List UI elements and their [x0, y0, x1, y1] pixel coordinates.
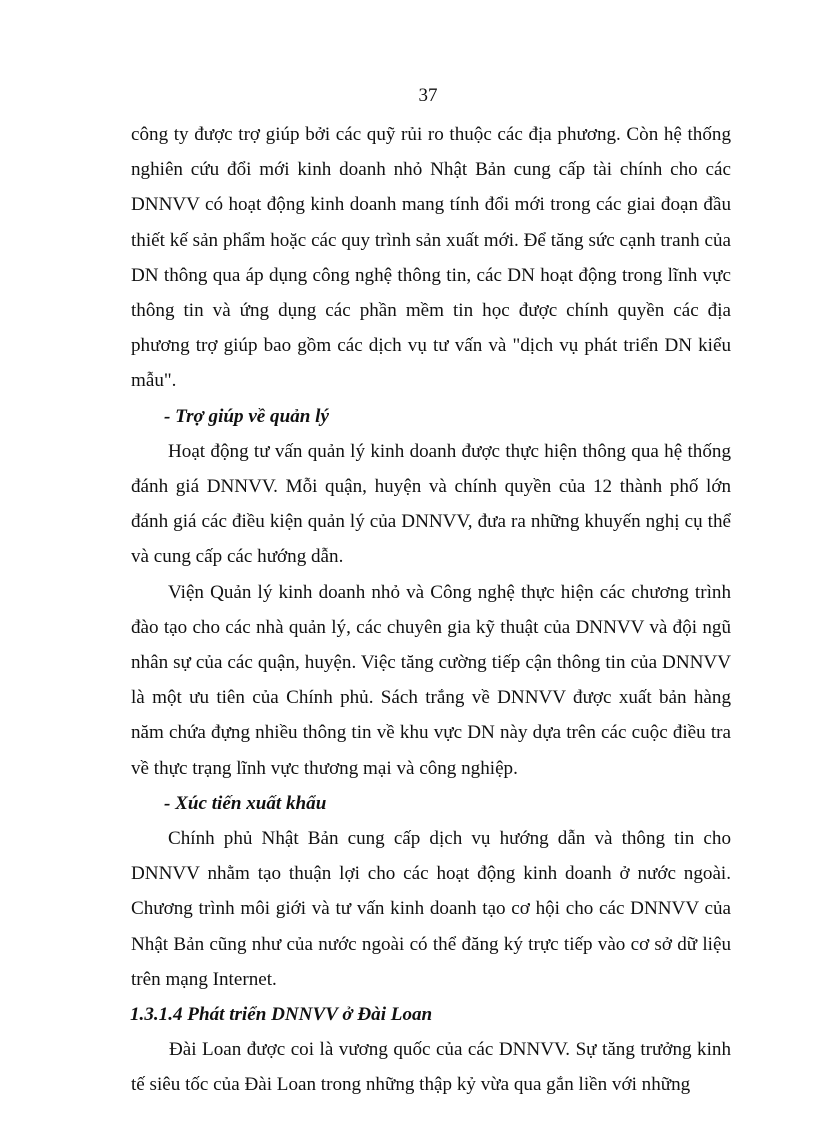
paragraph-management-training: Viện Quản lý kinh doanh nhỏ và Công nghệ thực hiện các chương trình đào tạo cho các nhà quản lý, các chuyên gia kỹ thuật của DNNVV và đội ngũ nhân sự của các quận, huyện. Việc tăng cường tiếp cận thông tin của DNNVV là một ưu tiên của Chính phủ. Sách trắng về DNNVV được xuất bản hàng năm chứa đựng nhiều thông tin về khu vực DN này dựa trên các cuộc điều tra về thực trạng lĩnh vực thương mại và công nghiệp.	[131, 581, 731, 779]
subheading-management-support: - Trợ giúp về quản lý	[164, 405, 329, 427]
paragraph-management-consulting: Hoạt động tư vấn quản lý kinh doanh được thực hiện thông qua hệ thống đánh giá DNNVV. Mỗi quận, huyện và chính quyền của 12 thành phố lớn đánh giá các điều kiện quản lý của DNNVV, đưa ra những khuyến nghị cụ thể và cung cấp các hướng dẫn.	[131, 440, 731, 568]
subheading-export-promotion: - Xúc tiến xuất khẩu	[164, 792, 327, 814]
document-body	[131, 117, 731, 1103]
page-number: 37	[418, 85, 438, 106]
paragraph-taiwan: Đài Loan được coi là vương quốc của các DNNVV. Sự tăng trưởng kinh tế siêu tốc của Đài Loan trong những thập kỷ vừa qua gắn liền với những	[131, 1039, 731, 1096]
paragraph-export-promotion: Chính phủ Nhật Bản cung cấp dịch vụ hướng dẫn và thông tin cho DNNVV nhằm tạo thuận lợi cho các hoạt động kinh doanh ở nước ngoài. Chương trình môi giới và tư vấn kinh doanh tạo cơ hội cho các DNNVV của Nhật Bản cũng như của nước ngoài có thể đăng ký trực tiếp vào cơ sở dữ liệu trên mạng Internet.	[131, 828, 731, 990]
section-heading-taiwan: 1.3.1.4 Phát triển DNNVV ở Đài Loan	[130, 1004, 433, 1026]
paragraph-intro: công ty được trợ giúp bởi các quỹ rủi ro thuộc các địa phương. Còn hệ thống nghiên cứu đổi mới kinh doanh nhỏ Nhật Bản cung cấp tài chính cho các DNNVV có hoạt động kinh doanh mang tính đổi mới trong các giai đoạn đầu thiết kế sản phẩm hoặc các quy trình sản xuất mới. Để tăng sức cạnh tranh của DN thông qua áp dụng công nghệ thông tin, các DN hoạt động trong lĩnh vực thông tin và ứng dụng các phần mềm tin học được chính quyền các địa phương trợ giúp bao gồm các dịch vụ tư vấn và "dịch vụ phát triển DN kiểu mẫu".	[131, 124, 731, 392]
